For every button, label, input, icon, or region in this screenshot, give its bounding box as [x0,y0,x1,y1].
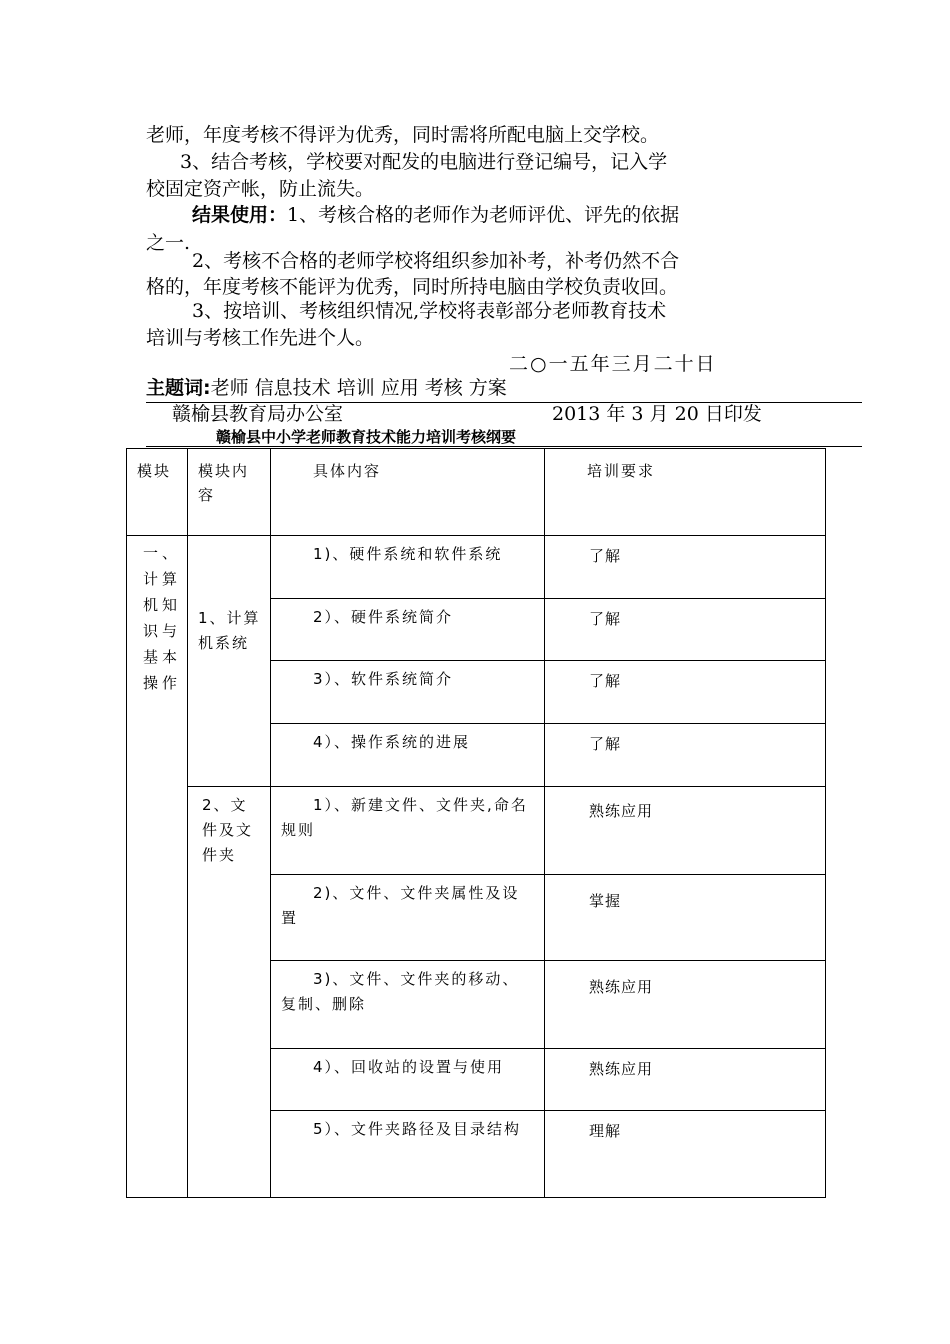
paragraph-line: 2、考核不合格的老师学校将组织参加补考，补考仍然不合 [192,250,680,272]
content-cell: 3）、软件系统简介 [271,661,545,724]
paragraph-line: 老师，年度考核不得评为优秀，同时需将所配电脑上交学校。 [146,124,660,146]
syllabus-table [126,448,826,1198]
subject-words: 老师 信息技术 培训 应用 考核 方案 [210,377,507,399]
content-cell: 1）、新建文件、文件夹,命名规则 [271,787,545,875]
requirement-cell: 熟练应用 [545,787,826,875]
requirement-cell: 了解 [545,599,826,661]
group-cell: 1、计算机系统 [188,536,271,787]
paragraph-line: 之一. [146,232,191,254]
paragraph-line: 3、按培训、考核组织情况,学校将表彰部分老师教育技术 [192,300,667,322]
header-cell: 具体内容 [271,449,545,536]
module-cell: 一、计算机知识与基本操作 [127,536,188,1198]
subject-label: 主题词: [146,377,211,399]
signature-date: 二○一五年三月二十日 [509,353,717,375]
content-cell: 1)、硬件系统和软件系统 [271,536,545,599]
paragraph-line: 校固定资产帐，防止流失。 [146,178,375,200]
requirement-cell: 理解 [545,1111,826,1198]
header-cell: 培训要求 [545,449,826,536]
requirement-cell: 了解 [545,536,826,599]
header-cell: 模块内容 [188,449,271,536]
requirement-cell: 熟练应用 [545,961,826,1049]
paragraph-line: 格的，年度考核不能评为优秀，同时所持电脑由学校负责收回。 [146,276,679,298]
requirement-cell: 了解 [545,724,826,787]
content-cell: 4）、回收站的设置与使用 [271,1049,545,1111]
table-row [127,787,826,875]
issue-date: 2013 年 3 月 20 日印发 [552,403,762,425]
subject-keywords [146,373,507,400]
result-usage-label: 结果使用： [192,204,288,226]
content-cell: 5）、文件夹路径及目录结构 [271,1111,545,1198]
content-cell: 2)、文件、文件夹属性及设置 [271,875,545,961]
table-header-row [127,449,826,536]
content-cell: 2）、硬件系统简介 [271,599,545,661]
group-cell: 2、文件及文件夹 [188,787,271,1198]
header-cell: 模块 [127,449,188,536]
content-cell: 4）、操作系统的进展 [271,724,545,787]
requirement-cell: 熟练应用 [545,1049,826,1111]
table-row [127,536,826,599]
paragraph-line: 3、结合考核，学校要对配发的电脑进行登记编号，记入学 [180,151,668,173]
paragraph-line: 结果使用：1、考核合格的老师作为老师评优、评先的依据 [192,204,680,226]
requirement-cell: 了解 [545,661,826,724]
issuer-office: 赣榆县教育局办公室 [172,403,344,425]
requirement-cell: 掌握 [545,875,826,961]
paragraph-line: 培训与考核工作先进个人。 [146,327,375,349]
content-cell: 3)、文件、文件夹的移动、复制、删除 [271,961,545,1049]
table-title: 赣榆县中小学老师教育技术能力培训考核纲要 [216,428,517,446]
